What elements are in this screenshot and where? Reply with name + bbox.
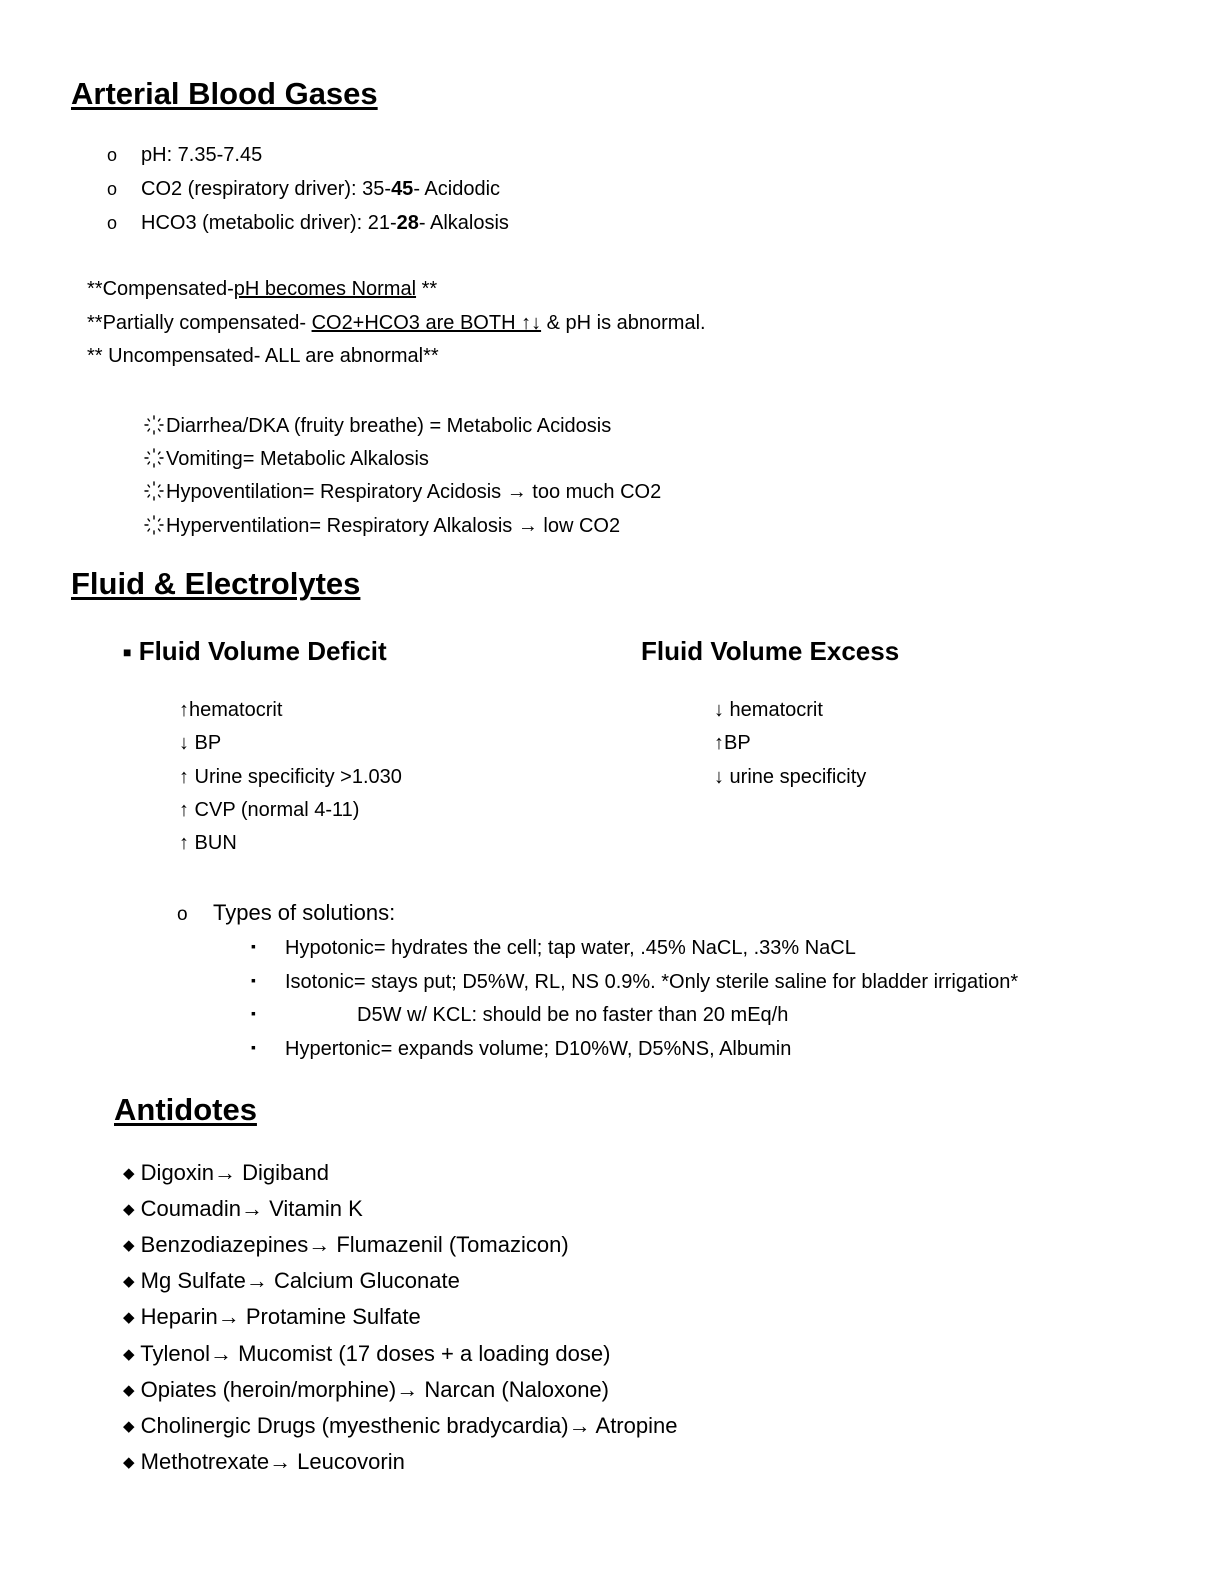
deficit-item: ↑hematocrit (179, 699, 283, 721)
antidote-item: ◆ Cholinergic Drugs (myesthenic bradycardia)→ Atropine (123, 1413, 678, 1438)
solutions-heading: o Types of solutions: (177, 900, 396, 925)
antidote-item: ◆ Tylenol→ Mucomist (17 doses + a loading dose) (123, 1341, 611, 1366)
spinner-bullet-icon (142, 481, 166, 501)
square-bullet-icon: ▪ (251, 938, 256, 954)
antidote-item: ◆ Mg Sulfate→ Calcium Gluconate (123, 1268, 460, 1293)
compensation-note: **Compensated-pH becomes Normal ** (87, 278, 438, 300)
circle-bullet-icon: o (107, 213, 118, 233)
solution-item: ▪ Hypertonic= expands volume; D10%W, D5%NS, Albumin (251, 1038, 792, 1060)
condition-item: Diarrhea/DKA (fruity breathe) = Metabolic Acidosis (142, 412, 611, 438)
abg-item: o pH: 7.35-7.45 (107, 144, 263, 166)
diamond-bullet-icon: ◆ (123, 1309, 135, 1326)
antidote-item: ◆ Coumadin→ Vitamin K (123, 1196, 363, 1221)
diamond-bullet-icon: ◆ (123, 1201, 135, 1218)
square-bullet-icon: ▪ (251, 972, 256, 988)
spinner-bullet-icon (142, 515, 166, 535)
solution-item: ▪ D5W w/ KCL: should be no faster than 20 mEq/h (251, 1004, 789, 1026)
excess-item: ↑BP (714, 732, 751, 754)
solution-item: ▪ Isotonic= stays put; D5%W, RL, NS 0.9%. *Only sterile saline for bladder irrigation* (251, 971, 1019, 993)
deficit-item: ↑ Urine specificity >1.030 (179, 766, 402, 788)
diamond-bullet-icon: ◆ (123, 1165, 135, 1182)
antidotes-heading: Antidotes (114, 1092, 257, 1127)
condition-item: Hyperventilation= Respiratory Alkalosis → low CO2 (142, 512, 620, 538)
excess-heading: Fluid Volume Excess (641, 636, 900, 666)
antidote-item: ◆ Heparin→ Protamine Sulfate (123, 1304, 421, 1329)
excess-item: ↓ urine specificity (714, 766, 867, 788)
circle-bullet-icon: o (107, 179, 118, 199)
condition-item: Vomiting= Metabolic Alkalosis (142, 445, 429, 471)
diamond-bullet-icon: ◆ (123, 1237, 135, 1254)
abg-heading: Arterial Blood Gases (71, 76, 378, 111)
condition-item: Hypoventilation= Respiratory Acidosis → too much CO2 (142, 478, 661, 504)
square-bullet-icon: ▪ (251, 1039, 256, 1055)
antidote-item: ◆ Methotrexate→ Leucovorin (123, 1449, 405, 1474)
abg-item: o CO2 (respiratory driver): 35-45- Acidodic (107, 178, 501, 200)
diamond-bullet-icon: ◆ (123, 1418, 135, 1435)
circle-bullet-icon: o (107, 145, 118, 165)
abg-item: o HCO3 (metabolic driver): 21-28- Alkalosis (107, 212, 509, 234)
antidote-item: ◆ Benzodiazepines→ Flumazenil (Tomazicon) (123, 1232, 569, 1257)
square-bullet-icon: ▪ (251, 1005, 256, 1021)
circle-bullet-icon: o (177, 904, 188, 925)
deficit-item: ↑ CVP (normal 4-11) (179, 799, 360, 821)
diamond-bullet-icon: ◆ (123, 1273, 135, 1290)
diamond-bullet-icon: ◆ (123, 1382, 135, 1399)
spinner-bullet-icon (142, 415, 166, 435)
diamond-bullet-icon: ◆ (123, 1454, 135, 1471)
compensation-note: ** Uncompensated- ALL are abnormal** (87, 345, 439, 367)
spinner-bullet-icon (142, 448, 166, 468)
deficit-item: ↓ BP (179, 732, 222, 754)
compensation-note: **Partially compensated- CO2+HCO3 are BOTH ↑↓ & pH is abnormal. (87, 312, 706, 334)
deficit-item: ↑ BUN (179, 832, 237, 854)
square-bullet-icon: ■ (123, 644, 132, 660)
solution-item: ▪ Hypotonic= hydrates the cell; tap water, .45% NaCL, .33% NaCL (251, 937, 856, 959)
excess-item: ↓ hematocrit (714, 699, 823, 721)
fluid-heading: Fluid & Electrolytes (71, 566, 361, 601)
deficit-heading: ■ Fluid Volume Deficit (123, 636, 387, 666)
antidote-item: ◆ Digoxin→ Digiband (123, 1160, 329, 1185)
antidote-item: ◆ Opiates (heroin/morphine)→ Narcan (Naloxone) (123, 1377, 609, 1402)
diamond-bullet-icon: ◆ (123, 1346, 135, 1363)
